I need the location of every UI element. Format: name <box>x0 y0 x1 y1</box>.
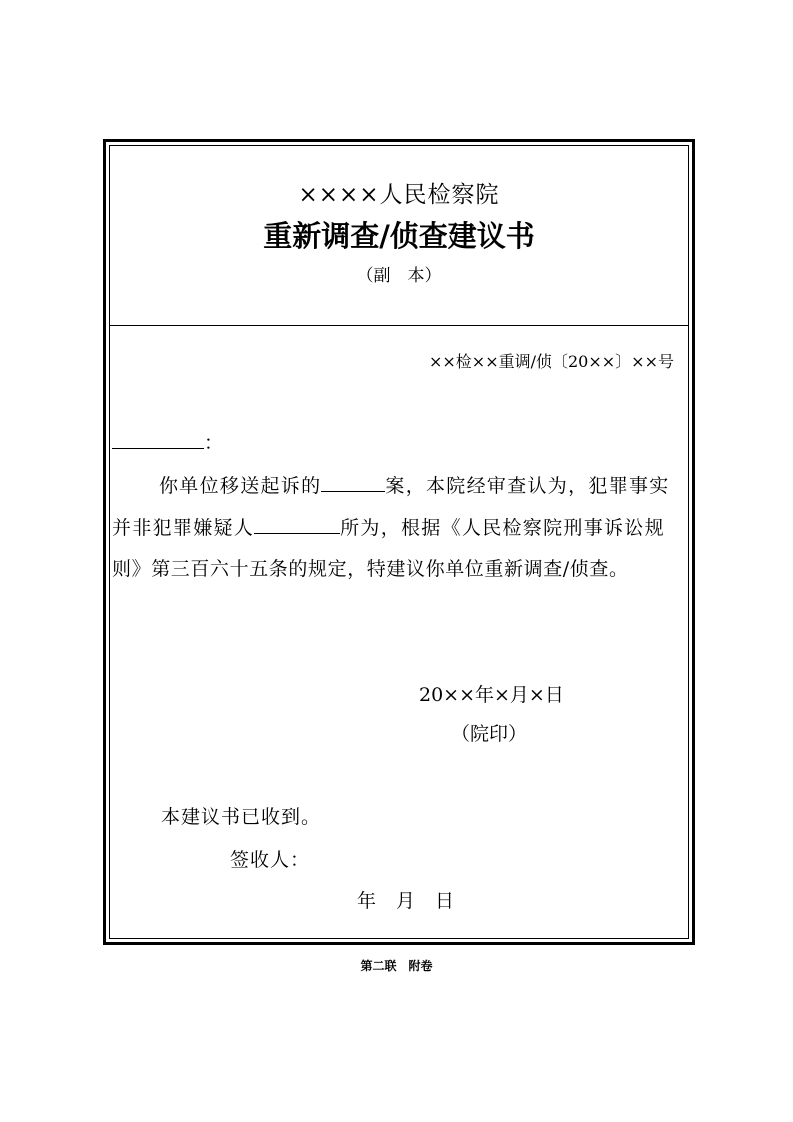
suspect-name-blank[interactable] <box>254 513 340 534</box>
body-line-2-prefix: 并非犯罪嫌疑人 <box>112 517 255 539</box>
body-line-2 <box>112 513 665 540</box>
document-frame <box>103 139 695 945</box>
month-label: 月 <box>396 890 416 912</box>
signer-label: 签收人： <box>230 849 311 871</box>
document-title: 重新调查/侦查建议书 <box>263 219 535 253</box>
body-line-2-suffix: 所为，根据《人民检察院刑事诉讼规 <box>340 517 665 539</box>
body-line-1 <box>159 471 670 498</box>
document-inner-border <box>109 145 689 939</box>
organization-name: ××××人民检察院 <box>298 182 500 208</box>
year-label: 年 <box>357 890 377 912</box>
copy-label: （副 本） <box>356 266 442 286</box>
addressee-blank[interactable] <box>112 428 204 449</box>
addressee-colon: ： <box>204 432 224 454</box>
receipt-statement: 本建议书已收到。 <box>161 806 322 828</box>
body-line-1-suffix: 案，本院经审查认为，犯罪事实 <box>385 475 670 497</box>
document-number: ××检××重调/侦〔20××〕××号 <box>428 352 674 371</box>
case-name-blank[interactable] <box>321 471 385 492</box>
addressee-line <box>112 428 223 455</box>
header-divider <box>110 325 688 326</box>
court-seal-label: （院印） <box>451 723 528 745</box>
body-line-1-prefix: 你单位移送起诉的 <box>159 475 322 497</box>
body-line-3: 则》第三百六十五条的规定，特建议你单位重新调查/侦查。 <box>112 558 629 580</box>
issue-date: 20××年×月×日 <box>419 684 564 706</box>
page-footer: 第二联 附卷 <box>360 959 433 973</box>
receipt-date-line <box>357 886 454 913</box>
day-label: 日 <box>435 890 455 912</box>
